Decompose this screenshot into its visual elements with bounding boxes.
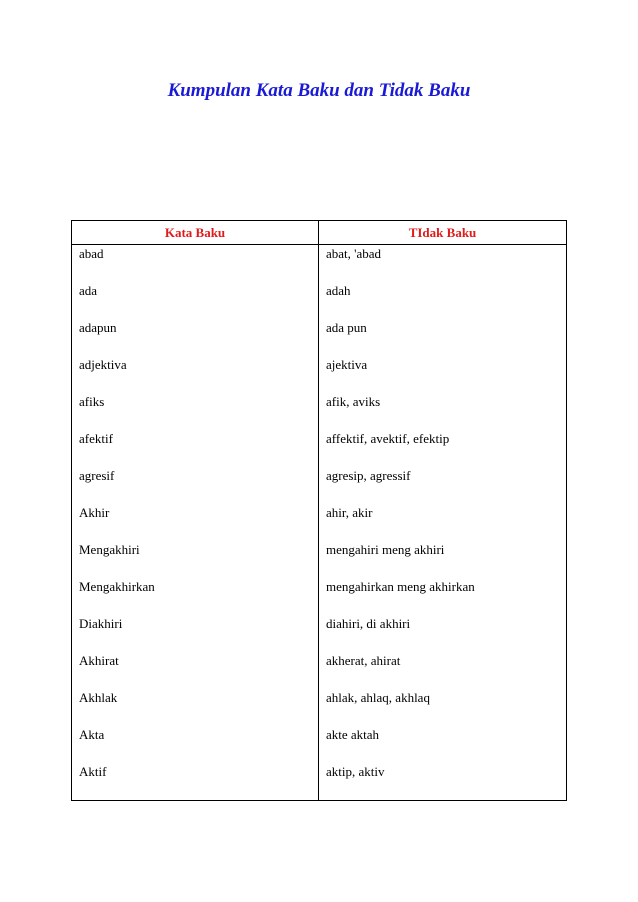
document-title: Kumpulan Kata Baku dan Tidak Baku [167,80,471,101]
header-tidak-baku: TIdak Baku [319,221,567,245]
cell-tidak-baku: mengahirkan meng akhirkan [319,578,567,615]
table-row [72,504,567,541]
cell-kata-baku: Mengakhirkan [72,578,319,615]
cell-tidak-baku: diahiri, di akhiri [319,615,567,652]
cell-tidak-baku: abat, 'abad [319,245,567,283]
cell-kata-baku: afiks [72,393,319,430]
table-row [72,467,567,504]
table-row [72,652,567,689]
cell-tidak-baku: agresip, agressif [319,467,567,504]
cell-kata-baku: abad [72,245,319,283]
cell-kata-baku: agresif [72,467,319,504]
cell-kata-baku: afektif [72,430,319,467]
cell-tidak-baku: ahir, akir [319,504,567,541]
table-row [72,393,567,430]
cell-tidak-baku: afik, aviks [319,393,567,430]
cell-kata-baku: adjektiva [72,356,319,393]
table-row [72,726,567,763]
table-header-row [72,221,567,245]
cell-kata-baku: ada [72,282,319,319]
cell-kata-baku: Mengakhiri [72,541,319,578]
cell-kata-baku: Aktif [72,763,319,801]
table-row [72,430,567,467]
table-row [72,615,567,652]
cell-kata-baku: Diakhiri [72,615,319,652]
cell-kata-baku: Akhlak [72,689,319,726]
cell-tidak-baku: ada pun [319,319,567,356]
cell-kata-baku: adapun [72,319,319,356]
header-kata-baku: Kata Baku [72,221,319,245]
table-row [72,689,567,726]
table-row [72,319,567,356]
cell-tidak-baku: ahlak, ahlaq, akhlaq [319,689,567,726]
table-row [72,245,567,283]
table-row [72,763,567,801]
cell-tidak-baku: mengahiri meng akhiri [319,541,567,578]
cell-tidak-baku: aktip, aktiv [319,763,567,801]
cell-tidak-baku: adah [319,282,567,319]
table-row [72,541,567,578]
table-row [72,356,567,393]
word-table [71,220,567,801]
table-row [72,578,567,615]
cell-tidak-baku: akherat, ahirat [319,652,567,689]
cell-tidak-baku: affektif, avektif, efektip [319,430,567,467]
cell-tidak-baku: akte aktah [319,726,567,763]
cell-kata-baku: Akhirat [72,652,319,689]
table-row [72,282,567,319]
cell-kata-baku: Akta [72,726,319,763]
cell-tidak-baku: ajektiva [319,356,567,393]
cell-kata-baku: Akhir [72,504,319,541]
